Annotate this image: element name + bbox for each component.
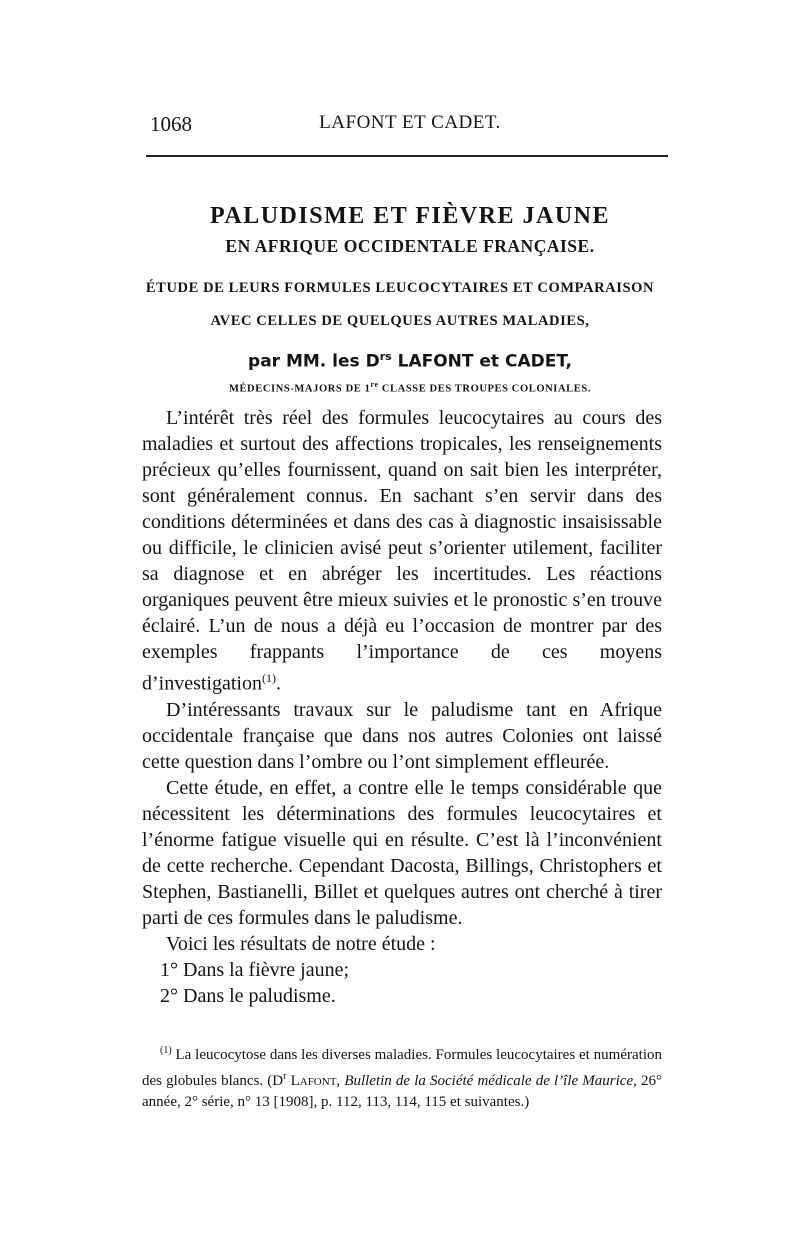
body-text [142,405,662,1009]
byline-prefix: par MM. les D [248,351,380,372]
study-line-2: AVEC CELLES DE QUELQUES AUTRES MALADIES, [210,313,590,329]
paragraph-1 [142,405,662,697]
article-subtitle: EN AFRIQUE OCCIDENTALE FRANÇAISE. [225,236,595,256]
footnote-marker: (1) [160,1045,172,1056]
running-title: LAFONT ET CADET. [319,112,501,133]
footnote [142,1040,662,1113]
paragraph-3: Cette étude, en effet, a contre elle le temps considérable que nécessitent les déterminations des formules leucocytaires et l’énorme fatigue visuelle qui en résulte. C’est là l’inconvénient de cette recherche. Cependant Dacosta, Billings, Christophers et Stephen, Bastianelli, Billet et quelques autres ont cherché à tirer parti de ces formules dans le paludisme. [142,776,662,929]
paragraph-1-text: L’intérêt très réel des formules leucocytaires au cours des maladies et surtout des affections tropicales, les renseignements précieux qu’elles fournissent, quand on sait bien les interpréter, sont généralement connus. En sachant s’en servir dans des conditions déterminées et dans des cas à diagnostic insaisissable ou difficile, le clinicien avisé peut s’orienter utilement, faciliter sa diagnose et en abréger les incertitudes. Les réactions organiques peuvent être mieux suivies et le pronostic s’en trouve éclairé. L’un de nous a déjà eu l’occasion de montrer par des exemples frappants l’importance de ces moyens d’investigation [142,407,662,695]
paragraph-4: Voici les résultats de notre étude : [166,932,436,955]
footnote-sep: , [336,1073,345,1089]
affiliation-sup: re [370,380,379,389]
footnote-text-a: La leucocytose dans les diverses maladies. Formules leucocytaires et numération des globules blancs. (D [142,1047,662,1089]
author-byline [140,350,680,372]
author-affiliation [140,380,680,395]
byline-names: LAFONT et CADET, [391,351,572,372]
running-head [150,112,670,146]
list-item-1: 1° Dans la fièvre jaune; [160,958,350,981]
affiliation-prefix: MÉDECINS-MAJORS DE 1 [228,383,371,395]
page-number: 1068 [150,112,192,136]
footnote-ref: (1) [261,671,276,685]
footnote-author: Lafont [286,1073,337,1089]
header-rule [146,155,668,157]
footnote-dr-sup: r [283,1071,287,1082]
byline-sup: rs [379,350,392,363]
paragraph-2: D’intéressants travaux sur le paludisme tant en Afrique occidentale française que dans nos autres Colonies ont laissé cette question dans l’ombre ou l’ont simplement effleurée. [142,698,662,773]
list-item-2: 2° Dans le paludisme. [160,984,336,1007]
footnote-text-b: , 26° année, 2° série, n° 13 [1908], p. 112, 113, 114, 115 et suivantes.) [142,1073,662,1110]
study-line-1: ÉTUDE DE LEURS FORMULES LEUCOCYTAIRES ET COMPARAISON [145,280,655,296]
paragraph-1-end: . [275,672,281,695]
affiliation-suffix: CLASSE DES TROUPES COLONIALES. [378,383,592,395]
article-title: PALUDISME ET FIÈVRE JAUNE [210,203,610,229]
footnote-journal: Bulletin de la Société médicale de l’île Maurice [344,1073,634,1089]
